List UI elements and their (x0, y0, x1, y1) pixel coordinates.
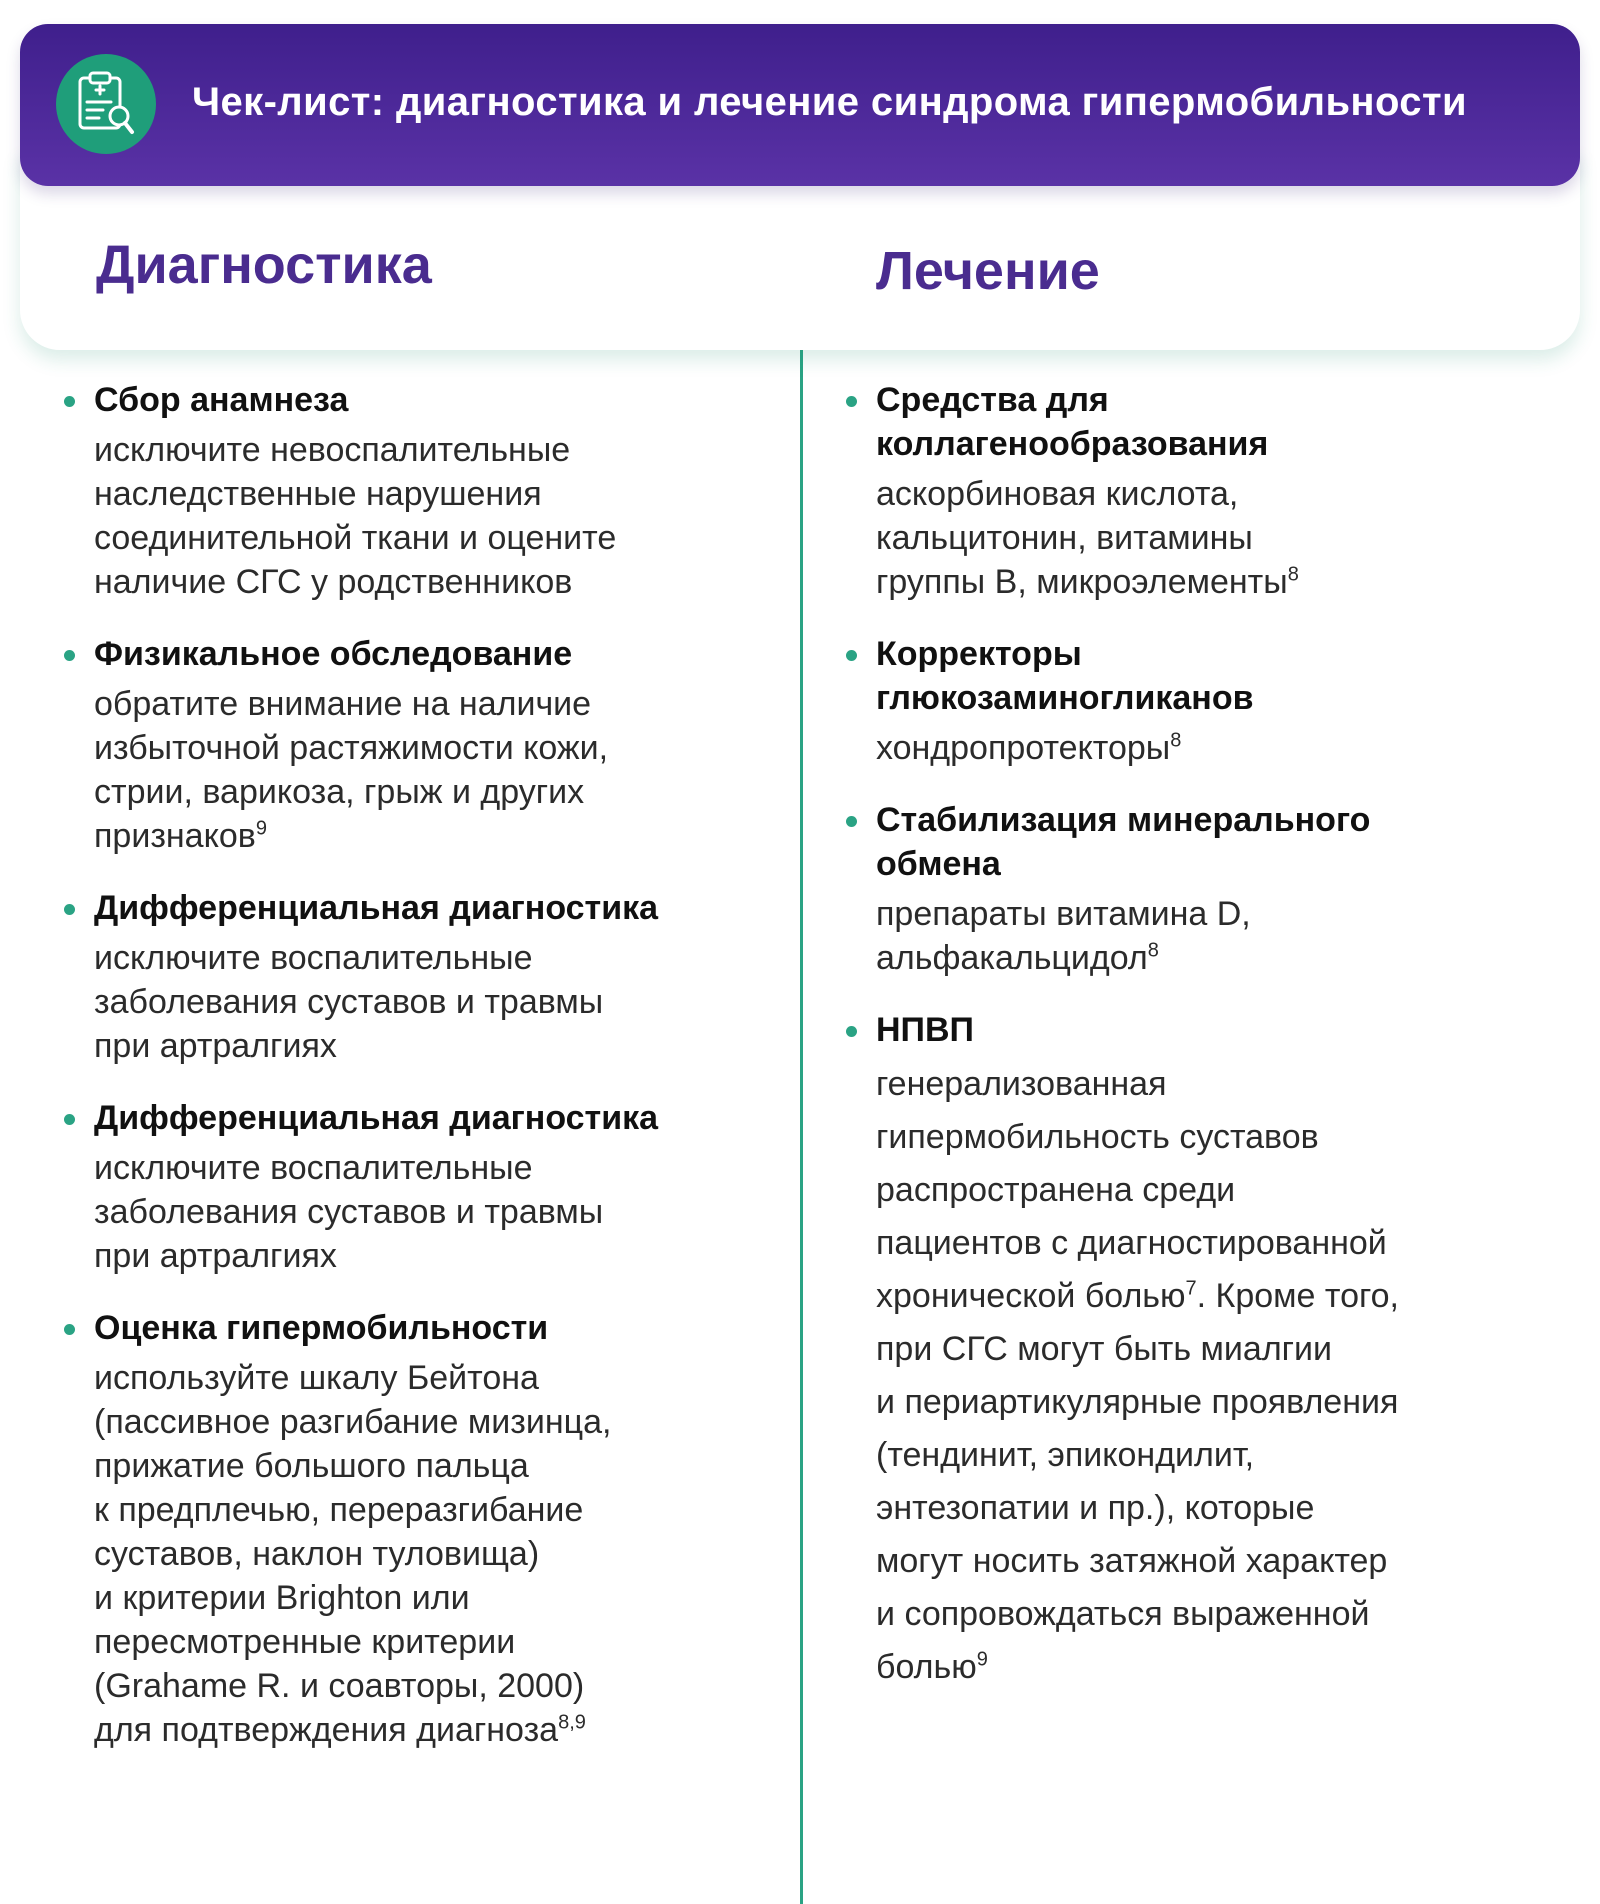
text-line (94, 1708, 758, 1752)
title-line: НПВП (876, 1011, 974, 1049)
bullet-icon (846, 1026, 857, 1037)
text-line (94, 814, 758, 858)
bullet-icon (64, 1114, 75, 1125)
text-line-part: альфакальцидол (876, 939, 1148, 977)
text-line: исключите воспалительные (94, 1149, 533, 1187)
text-line (876, 726, 1560, 770)
text-line-part: болью (876, 1648, 977, 1686)
text-line: при артралгиях (94, 1237, 337, 1275)
item-title: Дифференциальная диагностика (94, 1099, 659, 1137)
clipboard-search-icon (56, 54, 156, 154)
reference-number: 8 (1287, 563, 1299, 586)
text-line (876, 1270, 1560, 1323)
text-line: генерализованная (876, 1065, 1167, 1103)
bullet-icon (64, 396, 75, 407)
text-line (876, 1641, 1560, 1694)
item-text (94, 1146, 758, 1278)
reference-number: 8 (1170, 729, 1182, 752)
text-line: обратите внимание на наличие (94, 685, 592, 723)
diagnostics-item-differential-2 (58, 1096, 758, 1278)
text-line: пациентов с диагностированной (876, 1224, 1387, 1262)
text-line: могут носить затяжной характер (876, 1542, 1388, 1580)
checklist-header (20, 24, 1580, 186)
item-title (876, 798, 1560, 886)
text-line: и критерии Brighton или (94, 1579, 470, 1617)
text-line: кальцитонин, витамины (876, 519, 1253, 557)
text-line: к предплечью, переразгибание (94, 1491, 584, 1529)
text-line: исключите невоспалительные (94, 431, 571, 469)
text-line: стрии, варикоза, грыж и других (94, 773, 585, 811)
diagnostics-item-differential-1 (58, 886, 758, 1068)
title-line: коллагенообразования (876, 425, 1269, 463)
item-text (876, 472, 1560, 604)
text-line: наследственные нарушения (94, 475, 542, 513)
text-line: суставов, наклон туловища) (94, 1535, 540, 1573)
item-title (876, 1008, 1560, 1052)
text-line (876, 936, 1560, 980)
text-line: используйте шкалу Бейтона (94, 1359, 539, 1397)
treatment-item-mineral-metabolism (840, 798, 1560, 980)
title-line: обмена (876, 845, 1001, 883)
treatment-heading: Лечение (876, 241, 1100, 301)
text-line-part: . Кроме того, (1196, 1277, 1399, 1315)
title-line: Средства для (876, 381, 1109, 419)
text-line: и периартикулярные проявления (876, 1383, 1399, 1421)
item-text (876, 1058, 1560, 1694)
text-line: заболевания суставов и травмы (94, 983, 604, 1021)
treatment-column (840, 370, 1560, 1694)
text-line: прижатие большого пальца (94, 1447, 529, 1485)
text-line: аскорбиновая кислота, (876, 475, 1239, 513)
text-line: энтезопатии и пр.), которые (876, 1489, 1315, 1527)
column-divider (800, 350, 803, 1904)
treatment-item-collagen (840, 378, 1560, 604)
bullet-icon (846, 650, 857, 661)
treatment-item-gag-correctors (840, 632, 1560, 770)
title-line: Стабилизация минерального (876, 801, 1371, 839)
diagnostics-item-hypermobility-assessment (58, 1306, 758, 1752)
text-line: избыточной растяжимости кожи, (94, 729, 609, 767)
text-line-part: группы В, микроэлементы (876, 563, 1288, 601)
reference-number: 8,9 (558, 1711, 586, 1734)
text-line: пересмотренные критерии (94, 1623, 516, 1661)
text-line-part: хронической болью (876, 1277, 1186, 1315)
text-line: препараты витамина D, (876, 895, 1251, 933)
item-text (94, 682, 758, 858)
text-line: (Grahame R. и соавторы, 2000) (94, 1667, 585, 1705)
bullet-icon (64, 1324, 75, 1335)
text-line: заболевания суставов и травмы (94, 1193, 604, 1231)
item-title: Сбор анамнеза (94, 381, 349, 419)
item-title (876, 632, 1560, 720)
item-title: Физикальное обследование (94, 635, 573, 673)
page-title: Чек-лист: диагностика и лечение синдрома гипермобильности (192, 80, 1467, 124)
diagnostics-heading: Диагностика (96, 235, 432, 295)
reference-number: 9 (255, 817, 267, 840)
reference-number: 8 (1147, 939, 1159, 962)
bullet-icon (64, 904, 75, 915)
text-line-part: для подтверждения диагноза (94, 1711, 559, 1749)
item-title: Оценка гипермобильности (94, 1309, 549, 1347)
item-title (876, 378, 1560, 466)
text-line: соединительной ткани и оцените (94, 519, 617, 557)
text-line: при артралгиях (94, 1027, 337, 1065)
diagnostics-item-anamnesis (58, 378, 758, 604)
diagnostics-item-physical-exam (58, 632, 758, 858)
text-line-part: хондропротекторы (876, 729, 1171, 767)
text-line (876, 560, 1560, 604)
text-line-part: признаков (94, 817, 256, 855)
item-text (876, 892, 1560, 980)
treatment-item-nsaid (840, 1008, 1560, 1694)
text-line: гипермобильность суставов (876, 1118, 1319, 1156)
text-line: при СГС могут быть миалгии (876, 1330, 1333, 1368)
reference-number: 7 (1185, 1277, 1197, 1300)
bullet-icon (846, 816, 857, 827)
title-line: глюкозаминогликанов (876, 679, 1254, 717)
text-line: наличие СГС у родственников (94, 563, 573, 601)
bullet-icon (846, 396, 857, 407)
bullet-icon (64, 650, 75, 661)
text-line: и сопровождаться выраженной (876, 1595, 1370, 1633)
text-line: распространена среди (876, 1171, 1236, 1209)
text-line: (пассивное разгибание мизинца, (94, 1403, 612, 1441)
text-line: исключите воспалительные (94, 939, 533, 977)
item-title: Дифференциальная диагностика (94, 889, 659, 927)
reference-number: 9 (976, 1648, 988, 1671)
item-text (94, 1356, 758, 1752)
text-line: (тендинит, эпикондилит, (876, 1436, 1255, 1474)
diagnostics-column (58, 370, 758, 1752)
item-text (94, 428, 758, 604)
title-line: Корректоры (876, 635, 1082, 673)
item-text (94, 936, 758, 1068)
item-text (876, 726, 1560, 770)
